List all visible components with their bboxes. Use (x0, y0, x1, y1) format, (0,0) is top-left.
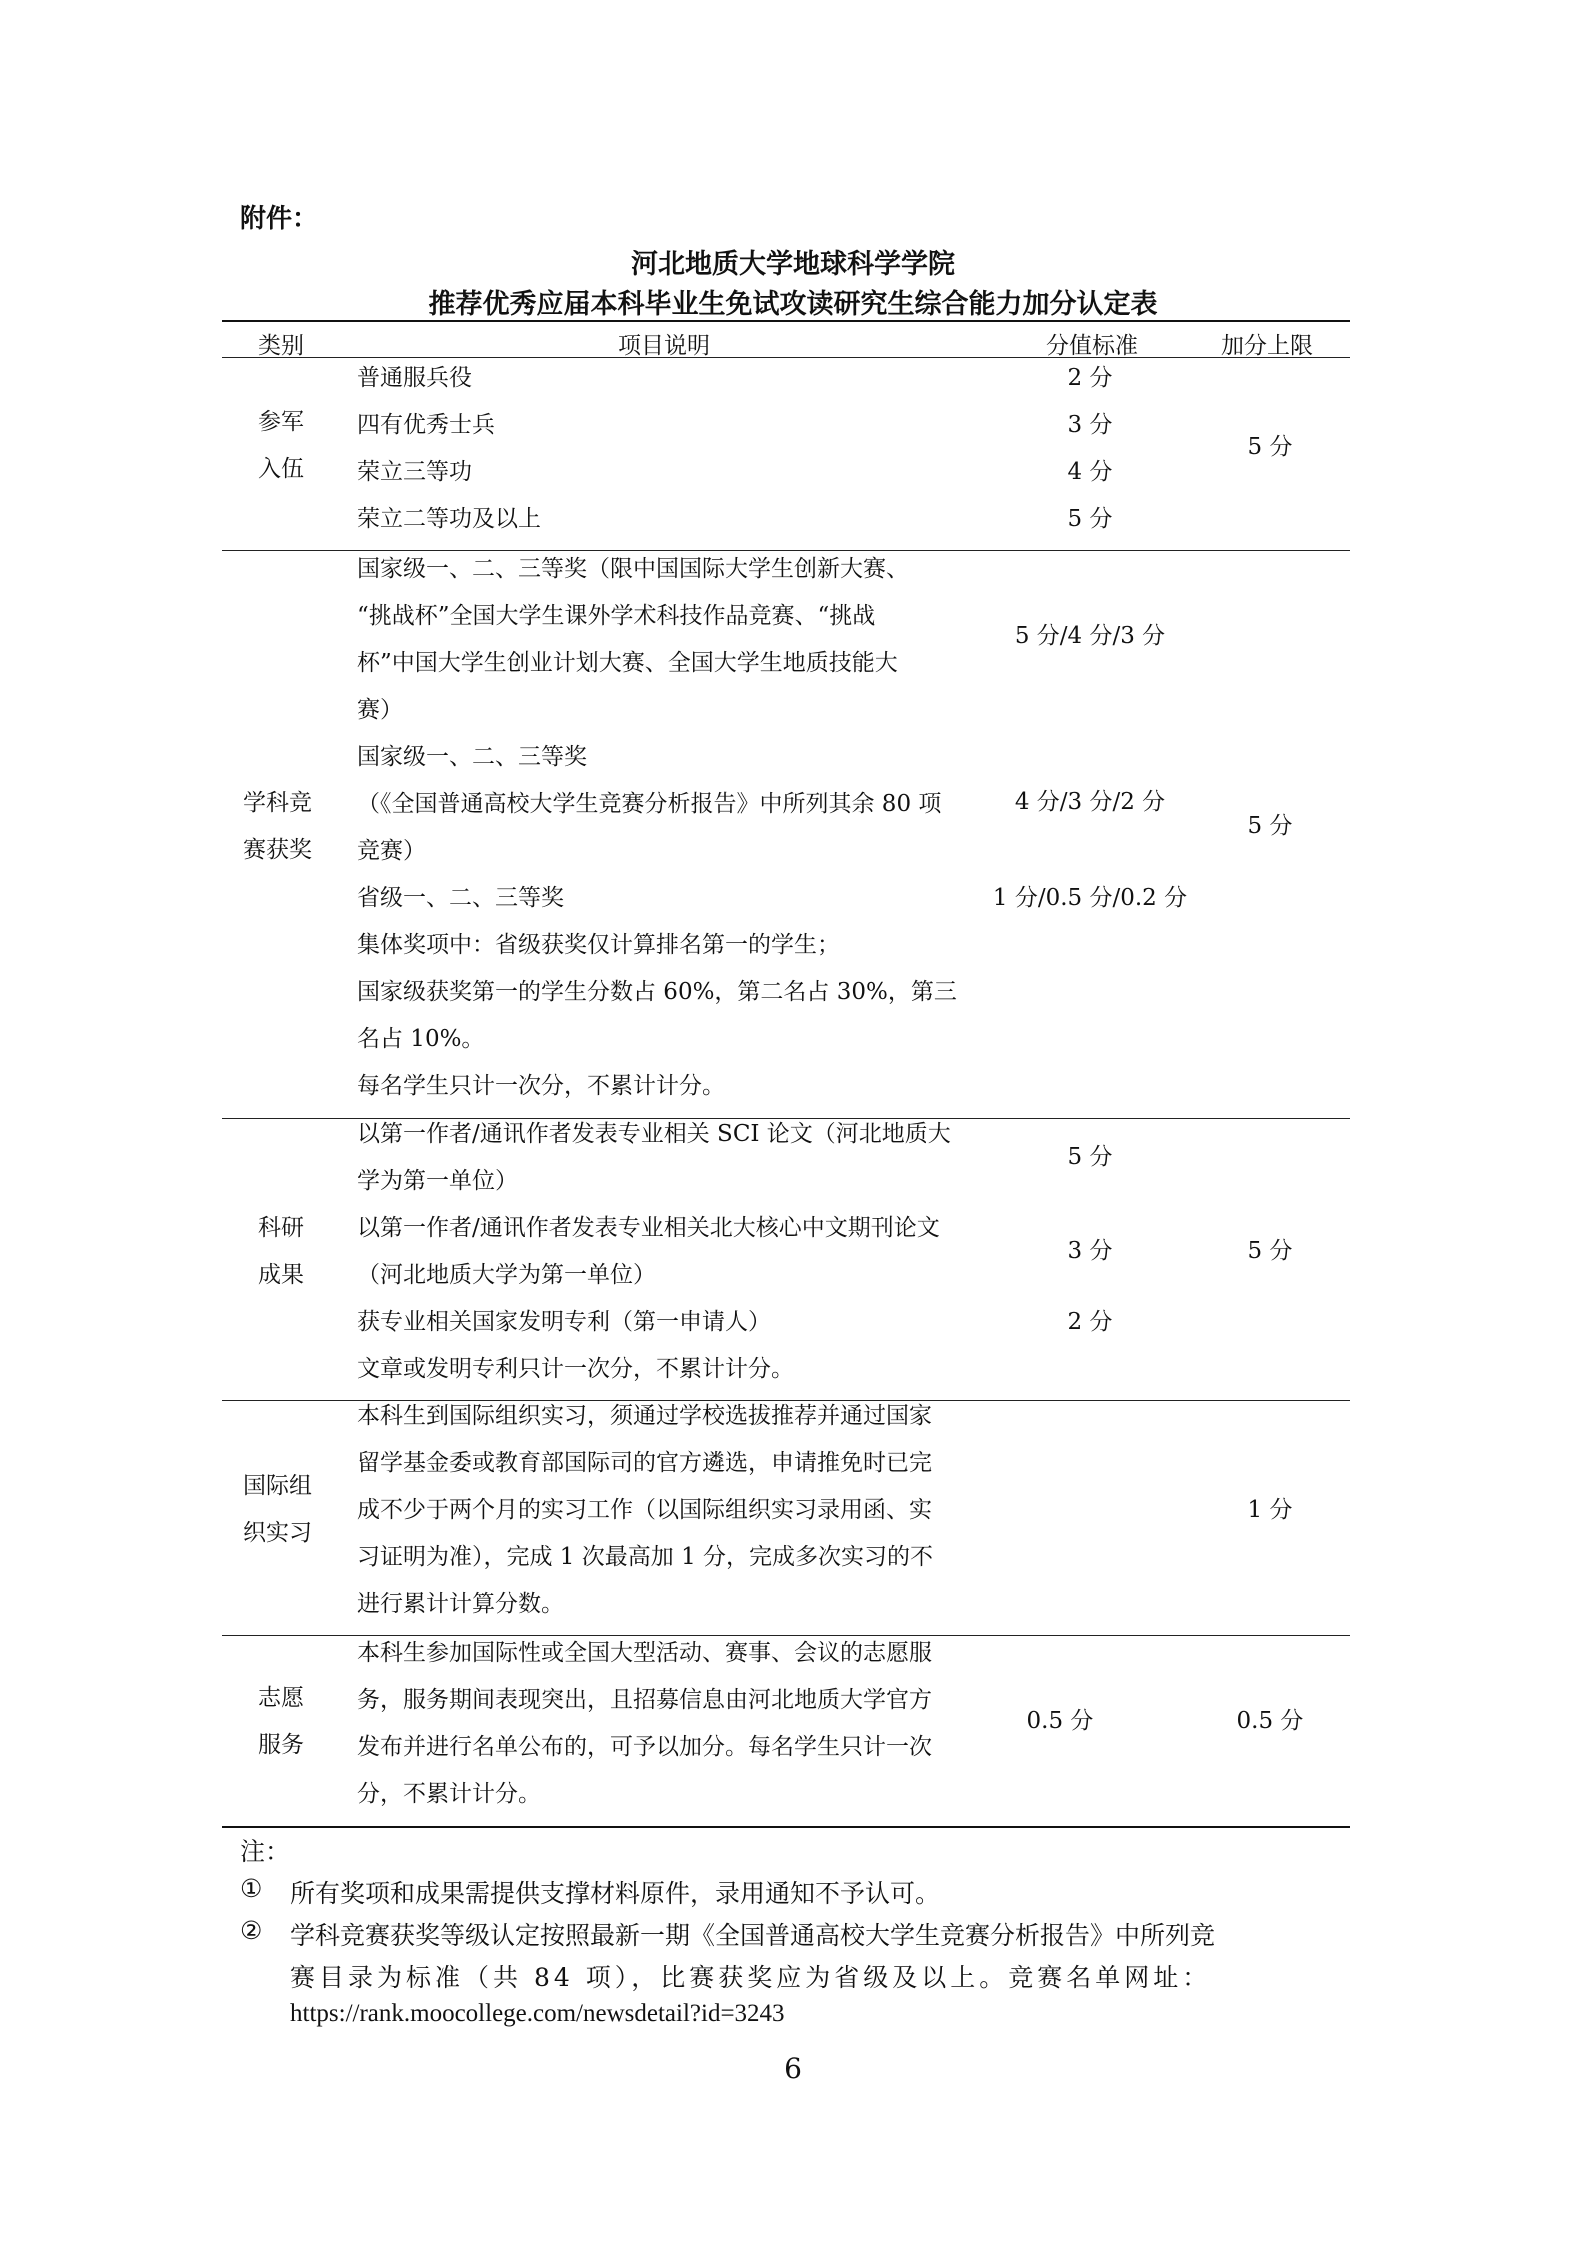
note-2-marker: ② (240, 1916, 263, 1945)
note-1-marker: ① (240, 1874, 263, 1903)
document-subtitle: 推荐优秀应届本科毕业生免试攻读研究生综合能力加分认定表 (428, 289, 1158, 320)
header-cap: 加分上限 (1221, 333, 1313, 359)
military-item: 普通服兵役 (357, 365, 472, 391)
note-2-text: 学科竞赛获奖等级认定按照最新一期《全国普通高校大学生竞赛分析报告》中所列竞 (290, 1921, 1216, 1950)
note-1-text: 所有奖项和成果需提供支撑材料原件，录用通知不予认可。 (290, 1879, 941, 1908)
research-score: 3 分 (1067, 1238, 1113, 1264)
military-item: 荣立二等功及以上 (357, 506, 541, 532)
military-item: 四有优秀士兵 (357, 412, 495, 438)
military-score: 2 分 (1067, 365, 1113, 391)
table-header-rule (222, 357, 1350, 358)
document-title: 河北地质大学地球科学学院 (631, 249, 955, 280)
note-2-text: 赛目录为标准（共 84 项），比赛获奖应为省级及以上。竞赛名单网址： (290, 1963, 1212, 1992)
competition-cap: 5 分 (1247, 813, 1293, 839)
attachment-label: 附件： (240, 204, 319, 234)
competition-score: 4 分/3 分/2 分 (1014, 789, 1166, 815)
research-score: 5 分 (1067, 1144, 1113, 1170)
research-cap: 5 分 (1247, 1238, 1293, 1264)
competition-list-url[interactable]: https://rank.moocollege.com/newsdetail?id=3243 (290, 2000, 785, 2027)
military-item: 荣立三等功 (357, 459, 472, 485)
header-category: 类别 (258, 333, 304, 359)
military-score: 5 分 (1067, 506, 1113, 532)
header-description: 项目说明 (618, 333, 710, 359)
research-score: 2 分 (1067, 1309, 1113, 1335)
volunteer-cap: 0.5 分 (1236, 1708, 1304, 1734)
volunteer-score: 0.5 分 (1026, 1708, 1094, 1734)
internship-cap: 1 分 (1247, 1497, 1293, 1523)
page-number: 6 (784, 2052, 802, 2085)
competition-score: 5 分/4 分/3 分 (1014, 623, 1166, 649)
notes-label: 注： (240, 1837, 291, 1866)
table-row-rule (222, 550, 1350, 551)
military-cap: 5 分 (1247, 434, 1293, 460)
competition-score: 1 分/0.5 分/0.2 分 (992, 885, 1188, 911)
table-row-rule (222, 1635, 1350, 1636)
header-score: 分值标准 (1046, 333, 1138, 359)
table-top-rule (222, 320, 1350, 322)
table-bottom-rule (222, 1826, 1350, 1828)
military-score: 4 分 (1067, 459, 1113, 485)
military-score: 3 分 (1067, 412, 1113, 438)
